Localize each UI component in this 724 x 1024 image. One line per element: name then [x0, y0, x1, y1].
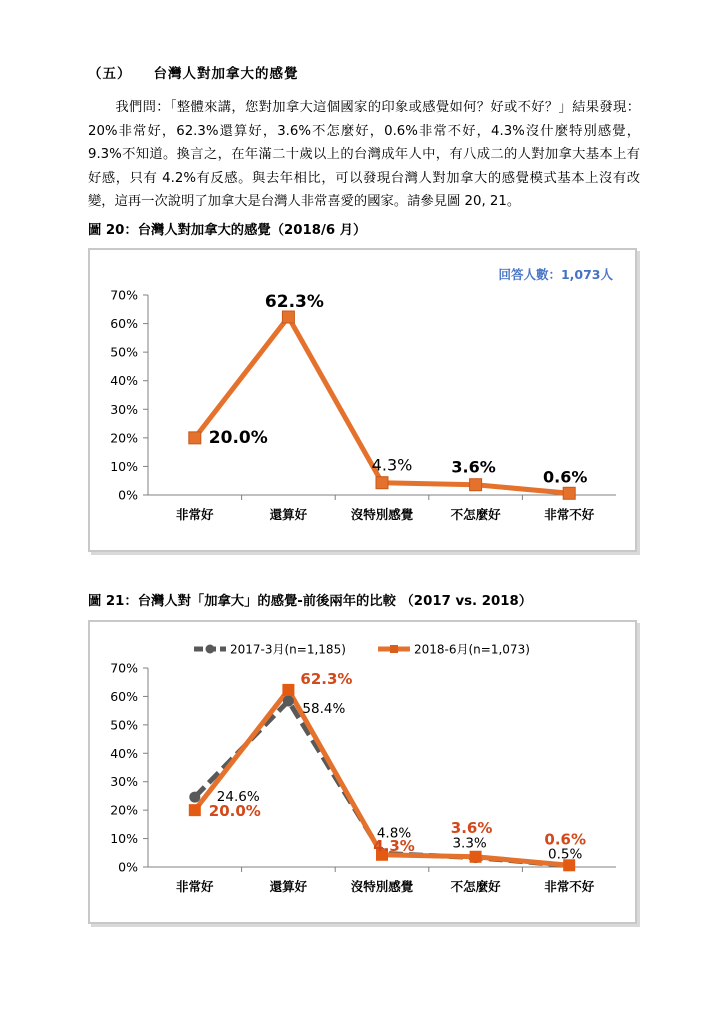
- x-tick-label: 非常不好: [544, 879, 595, 894]
- paragraph-text: 我們問：「整體來講，您對加拿大這個國家的印象或感覺如何？好或不好？」結果發現：20%非常好，62.3%還算好，3.6%不怎麼好，0.6%非常不好，4.3%沒什麼特別感覺，9.3%不知道。換言之，在年滿二十歲以上的台灣成年人中，有八成二的人對加拿大基本上有好感，只有 4.2%有反感。與去年相比，可以發現台灣人對加拿大的感覺模式基本上沒有改變，這再一次說明了加拿大是台灣人非常喜愛的國家。請參見圖 20, 21。: [88, 100, 640, 209]
- data-label-2018: 0.6%: [544, 830, 587, 849]
- figure-21-chart: [88, 620, 637, 924]
- data-label: 0.6%: [543, 467, 588, 487]
- data-label: 4.3%: [371, 455, 413, 475]
- y-tick-label: 20%: [110, 802, 138, 818]
- data-point-2017: [283, 695, 294, 706]
- y-tick-label: 50%: [110, 344, 138, 360]
- y-tick-label: 40%: [110, 373, 138, 389]
- figure-20-caption: 圖 20：台灣人對加拿大的感覺（2018/6 月）: [88, 223, 367, 238]
- data-label-2017: 58.4%: [302, 700, 346, 717]
- legend-2017-marker: [206, 645, 215, 654]
- legend-2017-label: 2017-3月(n=1,185): [230, 642, 346, 657]
- y-tick-label: 0%: [118, 487, 138, 503]
- data-point: [563, 487, 575, 499]
- data-point-2018: [189, 804, 201, 816]
- section-heading: [88, 62, 299, 82]
- data-label: 20.0%: [208, 427, 268, 448]
- y-tick-label: 70%: [110, 660, 138, 676]
- legend-2018-label: 2018-6月(n=1,073): [414, 642, 530, 657]
- y-tick-label: 70%: [110, 287, 138, 303]
- data-label-2018: 4.3%: [373, 836, 415, 855]
- x-tick-label: 非常好: [176, 879, 214, 894]
- section-number: （五）: [88, 66, 132, 82]
- data-point: [282, 311, 294, 323]
- chart-20-svg: [90, 250, 635, 550]
- chart-21-svg: [90, 622, 635, 922]
- data-point: [376, 477, 388, 489]
- legend-2018-marker: [390, 645, 398, 653]
- data-label-2017: 24.6%: [216, 789, 260, 806]
- data-point: [189, 432, 201, 444]
- y-tick-label: 0%: [118, 859, 138, 875]
- x-tick-label: 還算好: [269, 507, 308, 522]
- y-tick-label: 40%: [110, 745, 138, 761]
- data-label: 3.6%: [451, 457, 496, 477]
- data-label-2017: 4.8%: [376, 825, 412, 842]
- data-label-2018: 62.3%: [300, 669, 353, 688]
- figure-21-caption: 圖 21：台灣人對「加拿大」的感覺-前後兩年的比較 （2017 vs. 2018）: [88, 594, 533, 609]
- y-tick-label: 30%: [110, 774, 138, 790]
- x-tick-label: 沒特別感覺: [350, 879, 414, 894]
- x-tick-label: 不怎麼好: [450, 507, 501, 522]
- respondents-count: 回答人數：1,073人: [498, 267, 613, 282]
- data-label: 62.3%: [264, 292, 324, 312]
- x-tick-label: 不怎麼好: [450, 879, 501, 894]
- y-tick-label: 10%: [110, 458, 138, 474]
- x-tick-label: 沒特別感覺: [350, 507, 414, 522]
- data-point-2018: [282, 684, 294, 696]
- data-label-2017: 3.3%: [452, 835, 487, 852]
- y-tick-label: 10%: [110, 831, 138, 847]
- data-label-2017: 0.5%: [548, 846, 583, 863]
- x-tick-label: 非常不好: [544, 507, 595, 522]
- data-label-2018: 3.6%: [450, 818, 493, 837]
- y-tick-label: 20%: [110, 430, 138, 446]
- data-label-2018: 20.0%: [208, 802, 261, 821]
- body-paragraph: [88, 96, 640, 214]
- y-tick-label: 60%: [110, 316, 138, 332]
- section-title: 台灣人對加拿大的感覺: [153, 66, 299, 82]
- x-tick-label: 非常好: [176, 507, 214, 522]
- y-tick-label: 60%: [110, 688, 138, 704]
- figure-20-chart: [88, 248, 637, 552]
- y-tick-label: 30%: [110, 401, 138, 417]
- data-point: [470, 479, 482, 491]
- y-tick-label: 50%: [110, 717, 138, 733]
- data-point-2018: [470, 851, 482, 863]
- data-point-2017: [189, 792, 200, 803]
- x-tick-label: 還算好: [269, 879, 308, 894]
